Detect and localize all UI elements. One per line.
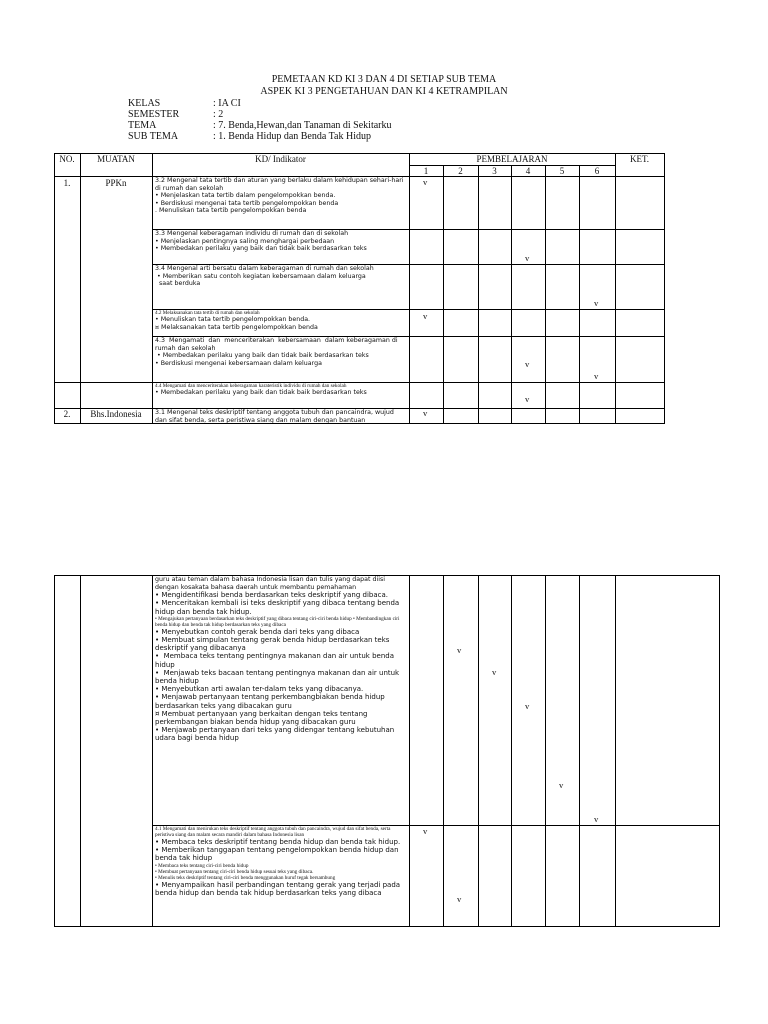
check-mark: v [525,394,530,404]
check-mark: v [423,408,428,418]
lesson-number: 6 [594,166,600,176]
kd-indicator-cell: 3.1 Mengenal teks deskriptif tentang anggota tubuh dan pancaindra, wujud dan sifat benda, serta peristiwa siang dan malam dengan bantuan [155,409,396,423]
row-muatan: PPKn [105,178,127,188]
col-kd-header: KD/ Indikator [255,154,306,164]
kd-indicator-cell: 4.3 Mengamati dan menceriterakan kebersamaan dalam keberagaman di rumah dan sekolah • Membedakan perilaku yang baik dan tidak baik berdasarkan teks • Berdiskusi mengenai kebersamaan dalam keluarga [155,337,400,367]
col-ket-header: KET. [629,154,650,164]
check-mark: v [423,311,428,321]
row-number: 2. [63,409,71,419]
col-no-header: NO. [59,154,75,164]
semester-value: : 2 [213,109,224,120]
check-mark: v [457,645,462,655]
kd-indicator-cell: 3.4 Mengenal arti bersatu dalam keberagaman di rumah dan sekolah • Memberikan satu contoh kegiatan kebersamaan dalam keluarga saat berduka [155,265,374,288]
lesson-number: 3 [492,166,497,176]
check-mark: v [594,814,599,824]
col-pembelajaran-header: PEMBELAJARAN [476,154,548,164]
kd-indicator-cell: 4.4 Mengamati dan menceriterakan keberagaman karateristik individu di rumah dan sekolah • Membedakan perilaku yang baik dan tidak baik berdasarkan teks [155,383,367,396]
col-muatan-header: MUATAN [97,154,135,164]
check-mark: v [594,298,599,308]
lesson-number: 1 [423,166,429,176]
lesson-number: 5 [559,166,565,176]
check-mark: v [594,371,599,381]
check-mark: v [525,359,530,369]
lesson-number: 2 [458,166,463,176]
subtema-value: : 1. Benda Hidup dan Benda Tak Hidup [213,131,371,142]
row-muatan: Bhs.Indonesia [90,409,142,419]
document-title: PEMETAAN KD KI 3 DAN 4 DI SETIAP SUB TEMA [271,74,497,85]
check-mark: v [423,177,428,187]
lesson-number: 4 [525,166,531,176]
document-subtitle: ASPEK KI 3 PENGETAHUAN DAN KI 4 KETRAMPILAN [260,86,508,97]
row-number: 1. [63,178,71,188]
kd-indicator-cell: 3.2 Mengenal tata tertib dan aturan yang berlaku dalam kehidupan sehari-hari di rumah dan sekolah • Menjelaskan tata tertib dalam pengelompokkan benda. • Berdiskusi mengenai tata tertib pengelompokkan benda . Menuliskan tata tertib pengelompokkan benda [155,177,406,215]
kd-indicator-cell: 3.3 Mengenal keberagaman individu di rumah dan di sekolah • Menjelaskan pentingnya saling menghargai perbedaan • Membedakan perilaku yang baik dan tidak baik berdasarkan teks [155,230,367,253]
kd-indicator-cell: 4.1 Mengamati dan menirukan teks deskriptif tentang anggota tubuh dan pancaindra, wujud dan sifat benda, serta peristiwa siang dan malam secara mandiri dalam bahasa Indonesia lisan • Membaca teks deskriptif tentang benda hidup dan benda tak hidup. • Memberikan tanggapan tentang pengelompokkan benda hidup dan benda tak hidup • Membaca teks tentang ciri-ciri benda hidup • Membuat pertanyaan tentang ciri-ciri benda hidup sesuai teks yang dibaca. • Menulis teks deskriptif tentang ciri-ciri benda menggunakan huruf tegak bersambung • Menyampaikan hasil perbandingan tentang gerak yang terjadi pada benda hidup dan benda tak hidup berdasarkan teks yang dibaca [155,826,403,897]
check-mark: v [457,894,462,904]
check-mark: v [492,667,497,677]
check-mark: v [423,826,428,836]
kd-indicator-cell: guru atau teman dalam bahasa Indonesia lisan dan tulis yang dapat diisi dengan kosakata bahasa daerah untuk membantu pemahaman • Mengidentifikasi benda berdasarkan teks deskriptif yang dibaca. • Menceritakan kembali isi teks deskriptif yang dibaca tentang benda hidup dan benda tak hidup. • Mengajukan pertanyaan berdasarkan teks deskriptif yang dibaca tentang ciri-ciri benda hidup • Membandingkan ciri benda hidup dan benda tak hidup berdasarkan teks yang dibaca • Menyebutkan contoh gerak benda dari teks yang dibaca • Membuat simpulan tentang gerak benda hidup berdasarkan teks deskriptif yang dibacanya • Membaca teks tentang pentingnya makanan dan air untuk benda hidup • Menjawab teks bacaan tentang pentingnya makanan dan air untuk benda hidup • Menyebutkan arti awalan ter-dalam teks yang dibacanya. • Menjawab pertanyaan tentang perkembangbiakan benda hidup berdasarkan teks yang dibacakan guru ¤ Membuat pertanyaan yang berkaitan dengan teks tentang perkembangan biakan benda hidup yang dibacakan guru • Menjawab pertanyaan dari teks yang didengar tentang kebutuhan udara bagi benda hidup [155,576,402,743]
kelas-value: : IA CI [213,98,241,109]
kelas-label: KELAS [128,98,161,109]
subtema-label: SUB TEMA [128,131,179,142]
tema-value: : 7. Benda,Hewan,dan Tanaman di Sekitarku [213,120,392,131]
check-mark: v [559,780,564,790]
tema-label: TEMA [128,120,157,131]
semester-label: SEMESTER [128,109,180,120]
check-mark: v [525,701,530,711]
kd-indicator-cell: 4.2 Melaksanakan tata tertib di rumah dan sekolah • Menuliskan tata tertib pengelompokkan benda. ¤ Melaksanakan tata tertib pengelompokkan benda [155,310,318,331]
check-mark: v [525,253,530,263]
